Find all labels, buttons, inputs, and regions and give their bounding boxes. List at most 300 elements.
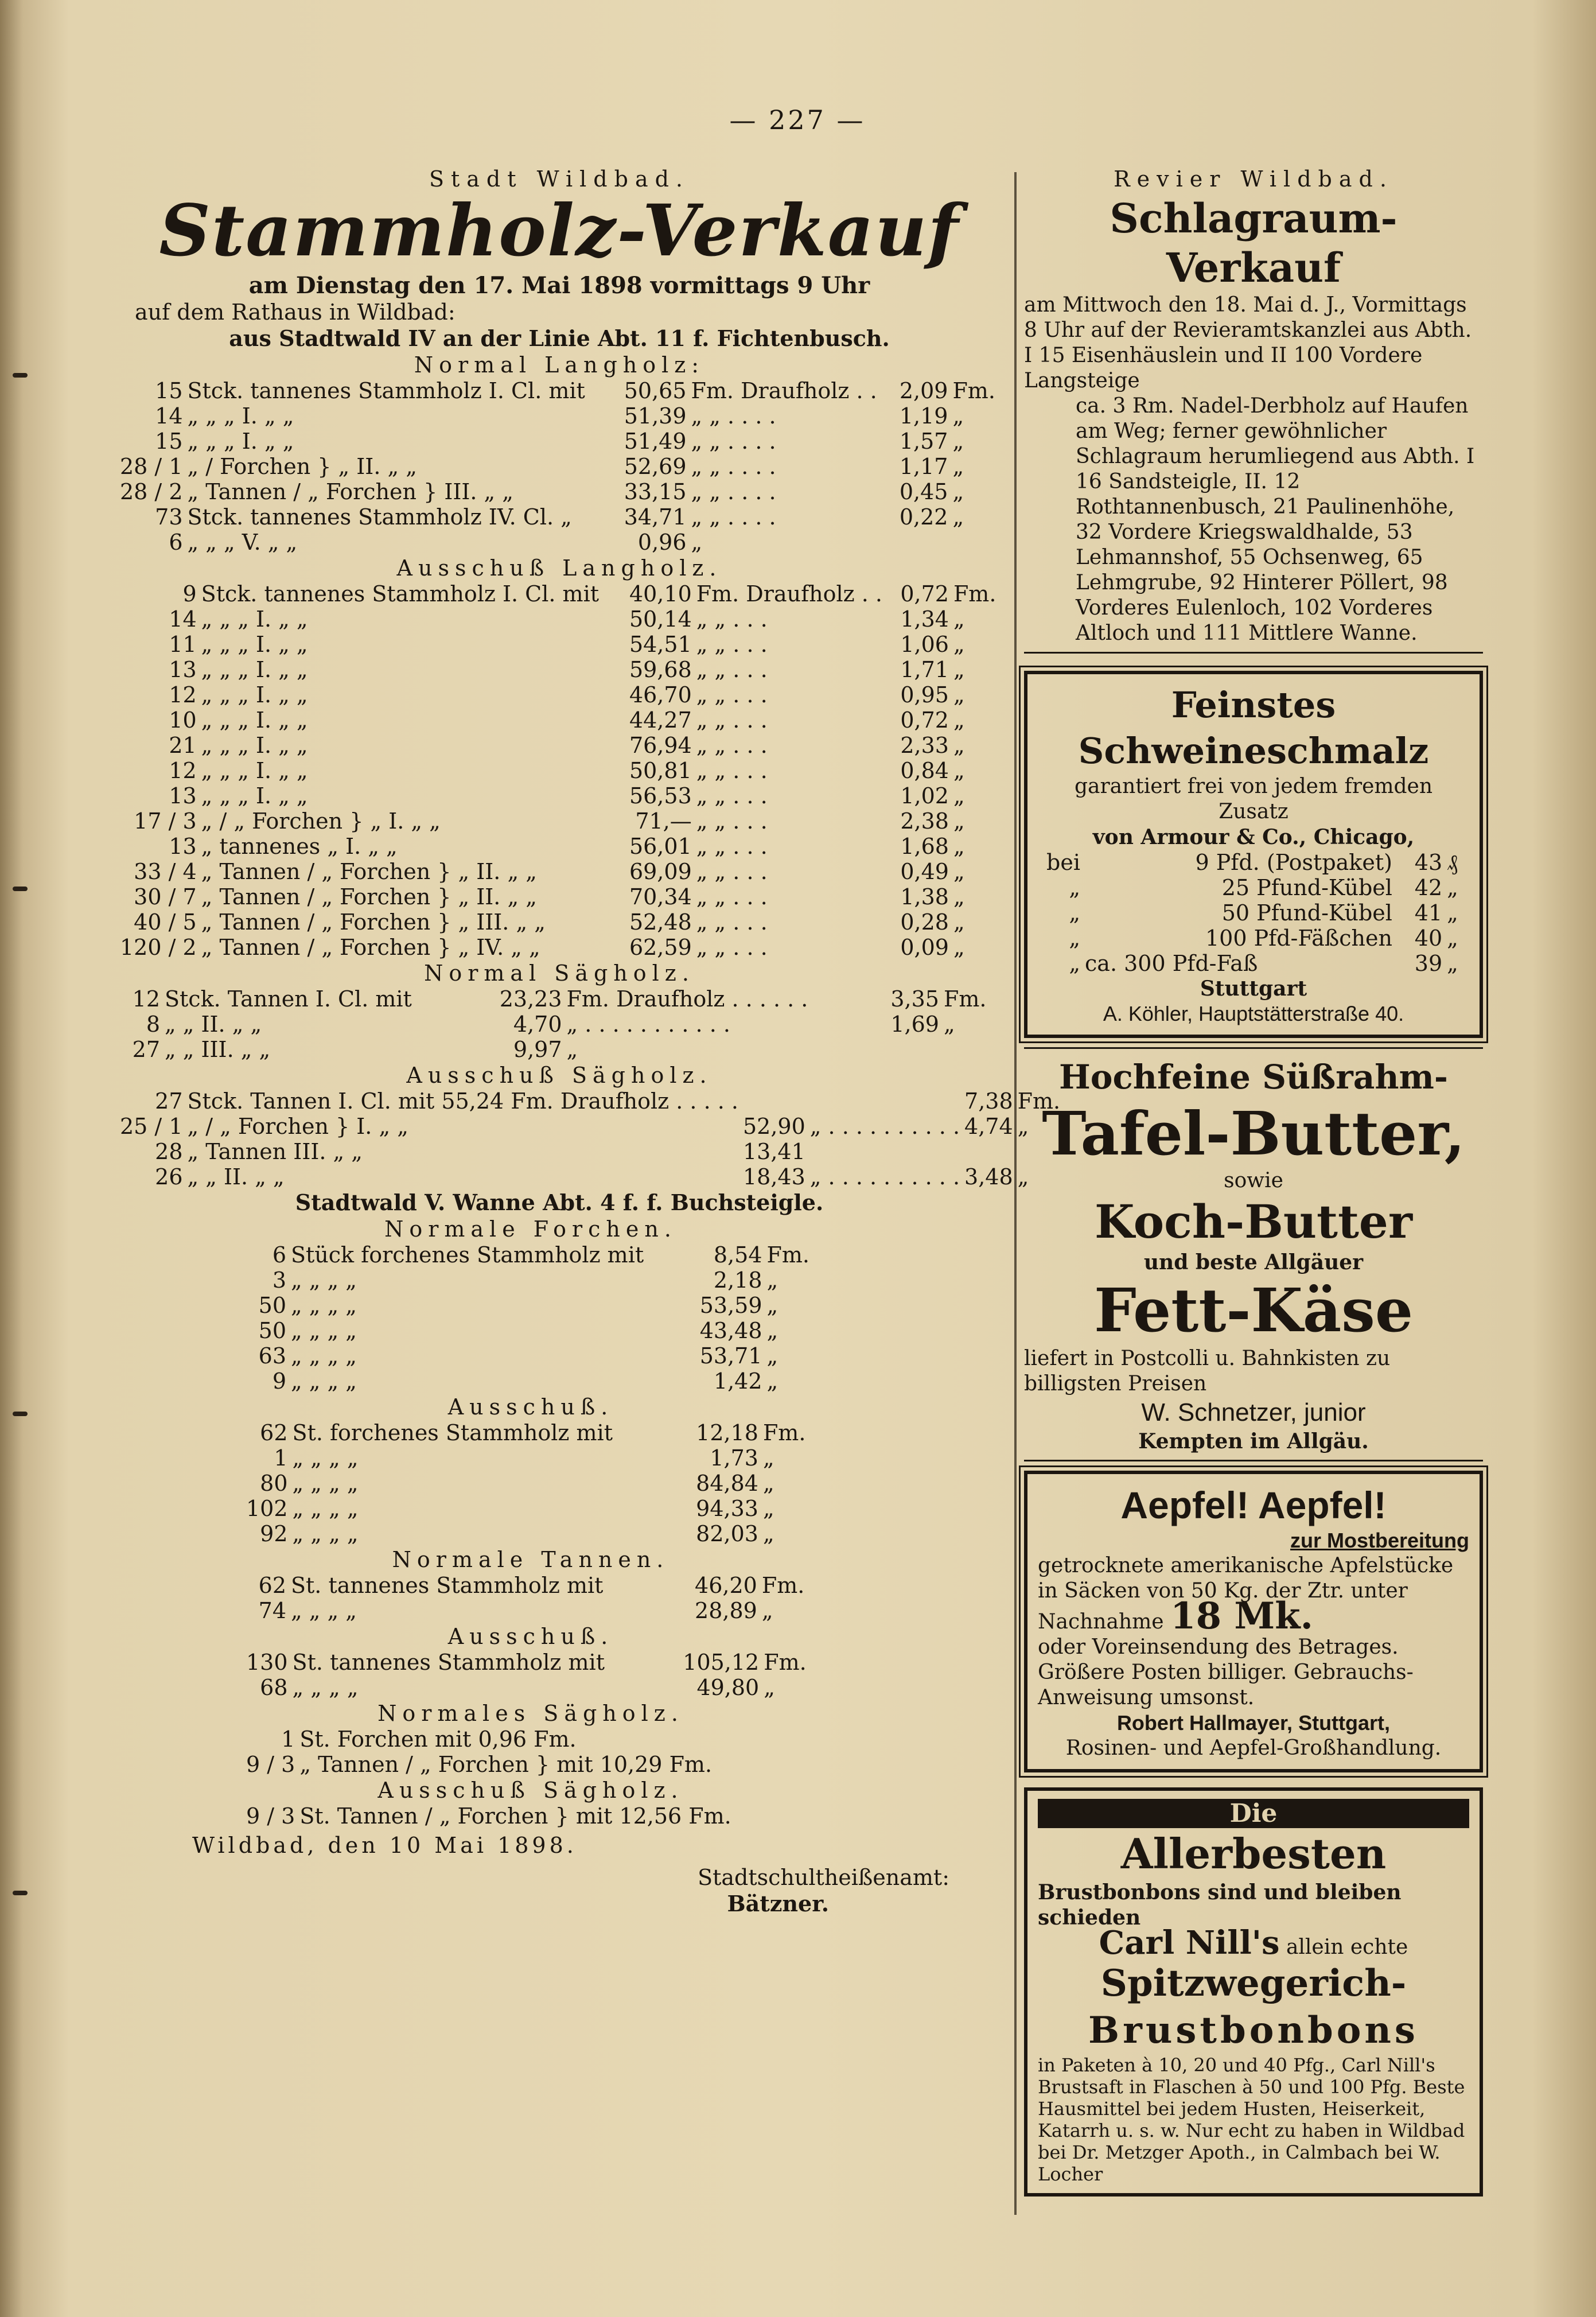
table-cell: 28,89: [695, 1598, 757, 1623]
ad-text: am Mittwoch den 18. Mai d. J., Vormittags 8 Uhr auf der Revieramtskanzlei aus Abth. I 15 Eisenhäuslein und II 100 Vordere Langsteige: [1024, 293, 1472, 392]
table-cell: „: [766, 1268, 778, 1293]
table-cell: 1,73: [710, 1445, 758, 1471]
table-cell: 3,48: [964, 1164, 1013, 1189]
table-row: [118, 607, 1001, 632]
ad-title: Schlagraum-Verkauf: [1110, 195, 1398, 291]
table-cell: „ „ . . .: [696, 733, 768, 758]
timber-table: [244, 1242, 818, 1394]
ad-line: Hochfeine Süßrahm-: [1059, 1058, 1448, 1097]
table-cell: 52,90: [742, 1114, 805, 1139]
source-line-2: Stadtwald V. Wanne Abt. 4 f. f. Buchsteigle.: [295, 1189, 824, 1215]
table-cell: 6: [272, 1242, 286, 1268]
date-signature: Wildbad, den 10 Mai 1898.: [192, 1833, 577, 1858]
ad-schmalz: [1024, 671, 1483, 1038]
table-cell: Fm.: [1017, 1088, 1061, 1114]
table-row: [1038, 900, 1469, 926]
table-row: [118, 378, 1001, 403]
table-cell: 50: [258, 1318, 286, 1343]
left-column: [118, 166, 1061, 2232]
table-cell: 12: [169, 682, 197, 707]
table-cell: „: [762, 1471, 774, 1496]
table-row: [118, 1164, 1062, 1189]
table-row: [118, 834, 1001, 859]
ad-text: in Paketen à 10, 20 und 40 Pfg., Carl Nill's Brustsaft in Flaschen à 50 und 100 Pfg. Beste Hausmittel bei jedem Husten, Heiserkeit, Katarrh u. s. w. Nur echt zu haben in Wildbad bei Dr. Metzger Apoth., in Calmbach bei W. Locher: [1038, 2054, 1465, 2185]
timber-table: [244, 1420, 818, 1546]
table-row: [1038, 850, 1469, 875]
table-cell: 30 / 7: [134, 884, 197, 909]
sale-title: Stammholz-Verkauf: [159, 189, 960, 273]
table-row: [118, 1088, 1062, 1114]
table-cell: 40,10: [629, 581, 692, 607]
table-cell: „ Tannen / „ Forchen } „ II. „ „: [201, 859, 537, 884]
table-cell: 82,03: [696, 1521, 758, 1546]
table-cell: 12: [169, 758, 197, 783]
table-cell: 15: [155, 378, 183, 403]
table-cell: „: [1017, 1114, 1029, 1139]
town-header: Stadt Wildbad.: [429, 166, 690, 192]
table-row: [118, 909, 1001, 935]
table-cell: [741, 1088, 808, 1114]
table-cell: „: [953, 758, 965, 783]
table-cell: „ „ „ „: [291, 1343, 357, 1369]
table-row: [1038, 875, 1469, 900]
table-cell: 1,69: [890, 1012, 939, 1037]
ad-butter: [1024, 1055, 1483, 1454]
table-cell: [808, 1088, 962, 1114]
table-row: [118, 1139, 1062, 1164]
section-heading: Ausschuß Langholz.: [396, 555, 722, 581]
timber-table: [244, 1573, 818, 1623]
table-cell: „ „ „ V. „ „: [187, 530, 298, 555]
ad-schlagraum: [1024, 166, 1483, 646]
table-cell: 41: [1414, 900, 1443, 926]
ad-title: Feinstes Schweineschmalz: [1078, 684, 1429, 772]
table-cell: 63: [258, 1343, 286, 1369]
table-cell: „ „ III. „ „: [165, 1037, 271, 1062]
section-heading: Ausschuß Sägholz.: [406, 1063, 713, 1088]
table-cell: 12: [132, 986, 160, 1012]
table-cell: 6: [169, 530, 183, 555]
table-cell: [893, 530, 950, 555]
table-cell: 11: [169, 632, 197, 657]
table-cell: 1,71: [900, 657, 949, 682]
table-cell: 27: [132, 1037, 160, 1062]
price-table: [1038, 850, 1469, 976]
table-cell: 23,23: [499, 986, 562, 1012]
ad-line: Koch-Butter: [1095, 1195, 1412, 1249]
table-cell: Fm.: [953, 581, 996, 607]
table-cell: 50,65: [624, 378, 687, 403]
table-cell: „: [764, 1675, 775, 1700]
place-line: auf dem Rathaus in Wildbad:: [135, 300, 456, 325]
ad-text: oder Voreinsendung des Betrages. Größere Posten billiger. Gebrauchs-Anweisung umsonst.: [1038, 1635, 1414, 1709]
date-line: am Dienstag den 17. Mai 1898 vormittags 9 Uhr: [248, 272, 870, 299]
table-cell: [874, 1037, 941, 1062]
divider: [1024, 652, 1483, 654]
table-cell: „ . . . . . . . . . . .: [566, 1012, 730, 1037]
table-cell: 46,20: [695, 1573, 757, 1598]
table-cell: „ „ „ I. „ „: [201, 733, 308, 758]
table-cell: 1,57: [899, 429, 948, 454]
table-cell: 76,94: [629, 733, 692, 758]
table-cell: 0,09: [900, 935, 949, 960]
table-cell: Fm.: [764, 1650, 807, 1675]
table-cell: „ „ „ I. „ „: [201, 783, 308, 808]
table-row: [244, 1573, 818, 1598]
table-cell: St. tannenes Stammholz mit: [291, 1573, 604, 1598]
table-cell: „ „ „ „: [291, 1268, 357, 1293]
table-cell: 1,06: [900, 632, 949, 657]
table-cell: 44,27: [629, 707, 692, 733]
table-cell: „: [952, 454, 964, 479]
ad-line: Carl Nill's allein echte: [1099, 1924, 1408, 1962]
table-cell: 52,69: [624, 454, 687, 479]
divider: [1024, 1460, 1483, 1461]
table-cell: „ „ . . .: [696, 632, 768, 657]
table-cell: 8: [146, 1012, 160, 1037]
table-cell: 4,74: [964, 1114, 1013, 1139]
table-cell: 9: [272, 1369, 286, 1394]
table-cell: „ „ „ „: [292, 1471, 359, 1496]
table-row: [118, 632, 1001, 657]
table-cell: „ / Forchen } „ II. „ „: [187, 454, 417, 479]
table-row: [118, 758, 1001, 783]
table-cell: „: [953, 733, 965, 758]
table-cell: 1: [274, 1445, 288, 1471]
table-cell: Fm. Draufholz . . . . . .: [566, 986, 808, 1012]
table-cell: „: [952, 403, 964, 429]
ad-text: Rosinen- und Aepfel-Großhandlung.: [1065, 1736, 1442, 1760]
ad-city: Stuttgart: [1200, 977, 1307, 1001]
table-cell: 52,48: [629, 909, 692, 935]
table-cell: „ „ „ „: [292, 1445, 359, 1471]
table-cell: [962, 1139, 1015, 1164]
table-cell: „: [1017, 1164, 1029, 1189]
table-cell: St. Forchen mit 0,96 Fm.: [299, 1727, 577, 1752]
binding-mark: [13, 887, 28, 891]
ad-line: W. Schnetzer, junior: [1141, 1398, 1366, 1426]
table-row: [244, 1752, 818, 1777]
table-cell: 3,35: [890, 986, 939, 1012]
table-cell: 0,84: [900, 758, 949, 783]
source-line: aus Stadtwald IV an der Linie Abt. 11 f. Fichtenbusch.: [229, 325, 890, 351]
section-heading: Ausschuß.: [447, 1394, 614, 1420]
table-cell: Stck. Tannen I. Cl. mit 55,24 Fm. Draufholz . . . . .: [187, 1088, 738, 1114]
table-row: [118, 707, 1001, 733]
table-cell: 8,54: [713, 1242, 762, 1268]
table-cell: „ „ „ „: [292, 1521, 359, 1546]
table-cell: 9 / 3: [246, 1752, 295, 1777]
table-cell: 71,—: [635, 808, 692, 834]
table-cell: 40 / 5: [134, 909, 197, 935]
table-cell: 3: [272, 1268, 286, 1293]
table-cell: „: [953, 909, 965, 935]
ad-title: Aepfel! Aepfel!: [1120, 1484, 1387, 1526]
table-cell: 0,45: [899, 479, 948, 504]
table-cell: 9 Pfd. (Postpaket): [1195, 850, 1392, 875]
table-cell: „ „ . . . .: [691, 454, 776, 479]
table-cell: „ „ . . . .: [691, 403, 776, 429]
ad-line: Kempten im Allgäu.: [1138, 1429, 1369, 1453]
section-heading: Normales Sägholz.: [377, 1701, 684, 1726]
table-cell: ca. 300 Pfd-Faß: [1085, 951, 1258, 976]
table-cell: „ „ . . .: [696, 834, 768, 859]
table-cell: „: [762, 1521, 774, 1546]
ad-line: sowie: [1224, 1169, 1283, 1192]
table-cell: „ „ „ I. „ „: [201, 632, 308, 657]
table-cell: 21: [169, 733, 197, 758]
ad-line: Spitzwegerich-: [1100, 1962, 1407, 2005]
table-cell: 53,59: [699, 1293, 762, 1318]
table-cell: „ „ „ I. „ „: [201, 607, 308, 632]
table-cell: 1,17: [899, 454, 948, 479]
table-cell: 50 Pfund-Kübel: [1221, 900, 1392, 926]
table-cell: 0,49: [900, 859, 949, 884]
table-cell: 0,95: [900, 682, 949, 707]
table-cell: „: [952, 504, 964, 530]
table-row: [244, 1598, 818, 1623]
table-cell: 69,09: [629, 859, 692, 884]
table-cell: „: [762, 1496, 774, 1521]
table-row: [118, 1114, 1062, 1139]
table-cell: „: [766, 1293, 778, 1318]
table-cell: „ „ . . .: [696, 884, 768, 909]
table-cell: 10: [169, 707, 197, 733]
table-cell: „ „ „ „: [291, 1369, 357, 1394]
ad-seller: Robert Hallmayer, Stuttgart,: [1116, 1711, 1391, 1735]
table-cell: 13: [169, 834, 197, 859]
table-row: [118, 657, 1001, 682]
table-cell: „ „ „ I. „ „: [201, 682, 308, 707]
table-cell: 42: [1414, 875, 1443, 900]
table-cell: 130: [246, 1650, 288, 1675]
table-cell: 1,42: [713, 1369, 762, 1394]
table-cell: „ / „ Forchen } I. „ „: [187, 1114, 408, 1139]
section-heading: Ausschuß Sägholz.: [377, 1778, 684, 1803]
timber-table: [118, 378, 1001, 555]
ad-line: und beste Allgäuer: [1143, 1250, 1364, 1274]
table-cell: 0,28: [900, 909, 949, 935]
table-cell: 9,97: [513, 1037, 562, 1062]
table-cell: Fm. Draufholz . .: [696, 581, 882, 607]
table-cell: 4,70: [513, 1012, 562, 1037]
table-cell: 94,33: [696, 1496, 758, 1521]
table-cell: „: [953, 707, 965, 733]
table-cell: Fm. Draufholz . .: [691, 378, 877, 403]
table-cell: 56,53: [629, 783, 692, 808]
table-cell: „ „ „ „: [291, 1293, 357, 1318]
table-cell: Stck. tannenes Stammholz IV. Cl. „: [187, 504, 572, 530]
table-row: [244, 1343, 818, 1369]
ad-text: getrocknete amerikanische Apfelstücke in Säcken von 50 Kg. der Ztr. unter Nachnahme 18 Mk.: [1038, 1554, 1454, 1638]
table-cell: „: [953, 808, 965, 834]
timber-table: [244, 1650, 818, 1700]
table-cell: „ „ „ „: [291, 1318, 357, 1343]
table-row: [118, 682, 1001, 707]
table-cell: St. Tannen / „ Forchen } mit 12,56 Fm.: [299, 1803, 731, 1829]
table-row: [118, 530, 1001, 555]
table-cell: 1,38: [900, 884, 949, 909]
table-row: [118, 1037, 1001, 1062]
ad-line: liefert in Postcolli u. Bahnkisten zu billigsten Preisen: [1024, 1347, 1391, 1395]
table-cell: „: [761, 1598, 773, 1623]
table-cell: 1: [281, 1727, 295, 1752]
table-cell: 105,12: [683, 1650, 760, 1675]
table-cell: „ „ . . .: [696, 707, 768, 733]
timber-table: [118, 1088, 1062, 1189]
section-heading: Normale Tannen.: [392, 1547, 669, 1572]
table-cell: „ „ „ „: [292, 1496, 359, 1521]
table-cell: „ Tannen / „ Forchen } III. „ „: [187, 479, 513, 504]
table-cell: 53,71: [699, 1343, 762, 1369]
table-cell: 46,70: [629, 682, 692, 707]
table-cell: „: [766, 1318, 778, 1343]
table-cell: „ . . . . . . . . . .: [809, 1164, 960, 1189]
table-row: [118, 808, 1001, 834]
table-cell: St. tannenes Stammholz mit: [292, 1650, 605, 1675]
table-cell: „: [953, 783, 965, 808]
table-row: [244, 1420, 818, 1445]
ad-line: Brustbonbons: [1088, 2009, 1419, 2052]
table-row: [244, 1369, 818, 1394]
table-cell: 50: [258, 1293, 286, 1318]
table-cell: 13: [169, 657, 197, 682]
table-cell: „ „ „ I. „ „: [187, 429, 294, 454]
table-cell: 2,38: [900, 808, 949, 834]
table-cell: 39: [1414, 951, 1443, 976]
table-row: [244, 1268, 818, 1293]
table-cell: „: [952, 429, 964, 454]
table-cell: „: [953, 607, 965, 632]
table-cell: 13,41: [742, 1139, 805, 1164]
section-heading: Normal Sägholz.: [424, 961, 695, 986]
ad-subtitle: zur Mostbereitung: [1290, 1529, 1469, 1552]
table-cell: „: [953, 884, 965, 909]
table-cell: „: [1447, 875, 1458, 900]
table-cell: Stck. Tannen I. Cl. mit: [165, 986, 412, 1012]
table-cell: „ „ II. „ „: [187, 1164, 285, 1189]
page-number: — 227 —: [729, 104, 866, 135]
divider: [1024, 1047, 1483, 1049]
table-cell: „ „ „ „: [291, 1598, 357, 1623]
table-cell: 0,96: [637, 530, 687, 555]
table-cell: 62,59: [629, 935, 692, 960]
ad-line: Fett-Käse: [1093, 1275, 1414, 1346]
table-row: [244, 1471, 818, 1496]
office-name: Stadtschultheißenamt:: [698, 1865, 949, 1890]
table-cell: 51,49: [624, 429, 687, 454]
table-row: [244, 1318, 818, 1343]
table-cell: bei: [1046, 850, 1080, 875]
table-cell: 40: [1414, 926, 1443, 951]
table-cell: 33,15: [624, 479, 687, 504]
table-cell: „ „ . . .: [696, 758, 768, 783]
table-cell: 49,80: [696, 1675, 760, 1700]
table-cell: „: [953, 682, 965, 707]
table-cell: „: [953, 834, 965, 859]
table-cell: 25 / 1: [120, 1114, 183, 1139]
table-cell: 50,14: [629, 607, 692, 632]
table-row: [118, 581, 1001, 607]
table-cell: 0,22: [899, 504, 948, 530]
table-cell: „ „ . . .: [696, 783, 768, 808]
table-cell: „ „ . . .: [696, 682, 768, 707]
table-cell: 28 / 1: [120, 454, 183, 479]
table-cell: 26: [155, 1164, 183, 1189]
table-cell: 33 / 4: [134, 859, 197, 884]
table-cell: 25 Pfund-Kübel: [1221, 875, 1392, 900]
table-row: [118, 884, 1001, 909]
table-cell: „: [1069, 926, 1080, 951]
ad-text: von Armour & Co., Chicago,: [1092, 825, 1415, 849]
table-cell: „: [566, 1037, 578, 1062]
timber-table: [244, 1803, 818, 1829]
table-cell: „: [766, 1343, 778, 1369]
table-row: [118, 429, 1001, 454]
table-cell: 2,09: [899, 378, 948, 403]
table-cell: 27: [155, 1088, 183, 1114]
table-cell: 14: [169, 607, 197, 632]
table-cell: 13: [169, 783, 197, 808]
table-cell: „: [1069, 900, 1080, 926]
table-cell: „ „ . . .: [696, 909, 768, 935]
table-cell: [950, 530, 1001, 555]
table-cell: 84,84: [696, 1471, 758, 1496]
table-cell: 14: [155, 403, 183, 429]
ad-line: Tafel-Butter,: [1042, 1098, 1465, 1169]
section-heading: Normal Langholz:: [414, 352, 705, 378]
table-row: [244, 1293, 818, 1318]
table-row: [244, 1496, 818, 1521]
table-cell: 51,39: [624, 403, 687, 429]
table-cell: „: [1447, 951, 1458, 976]
table-row: [244, 1803, 818, 1829]
table-cell: „: [953, 859, 965, 884]
table-row: [118, 403, 1001, 429]
section-heading: Normale Forchen.: [384, 1216, 677, 1242]
timber-table: [118, 986, 1001, 1062]
table-cell: „ „ „ I. „ „: [201, 707, 308, 733]
table-cell: Stck. tannenes Stammholz I. Cl. mit: [201, 581, 599, 607]
table-cell: „ „ . . .: [696, 607, 768, 632]
table-cell: „: [943, 1012, 955, 1037]
table-cell: 18,43: [742, 1164, 805, 1189]
table-cell: „: [1069, 951, 1080, 976]
ad-bonbons: [1024, 1787, 1483, 2197]
table-cell: 102: [246, 1496, 288, 1521]
table-row: [244, 1675, 818, 1700]
table-cell: „ „ . . .: [696, 859, 768, 884]
table-cell: 92: [260, 1521, 288, 1546]
table-cell: 59,68: [629, 657, 692, 682]
table-cell: 74: [258, 1598, 286, 1623]
table-cell: „: [953, 632, 965, 657]
signer-name: Bätzner.: [727, 1891, 829, 1916]
table-cell: Stck. tannenes Stammholz I. Cl. mit: [187, 378, 585, 403]
table-cell: Fm.: [766, 1242, 809, 1268]
table-cell: „ tannenes „ I. „ „: [201, 834, 398, 859]
table-cell: „ „ . . . .: [691, 479, 776, 504]
binding-mark: [13, 1412, 28, 1416]
ad-price: 18 Mk.: [1170, 1595, 1313, 1638]
table-cell: 34,71: [624, 504, 687, 530]
table-row: [1038, 926, 1469, 951]
ad-header: Revier Wildbad.: [1114, 166, 1393, 192]
ad-title: Allerbesten: [1120, 1829, 1387, 1878]
table-row: [118, 504, 1001, 530]
table-cell: „ . . . . . . . . . .: [809, 1114, 960, 1139]
table-cell: Stück forchenes Stammholz mit: [291, 1242, 644, 1268]
